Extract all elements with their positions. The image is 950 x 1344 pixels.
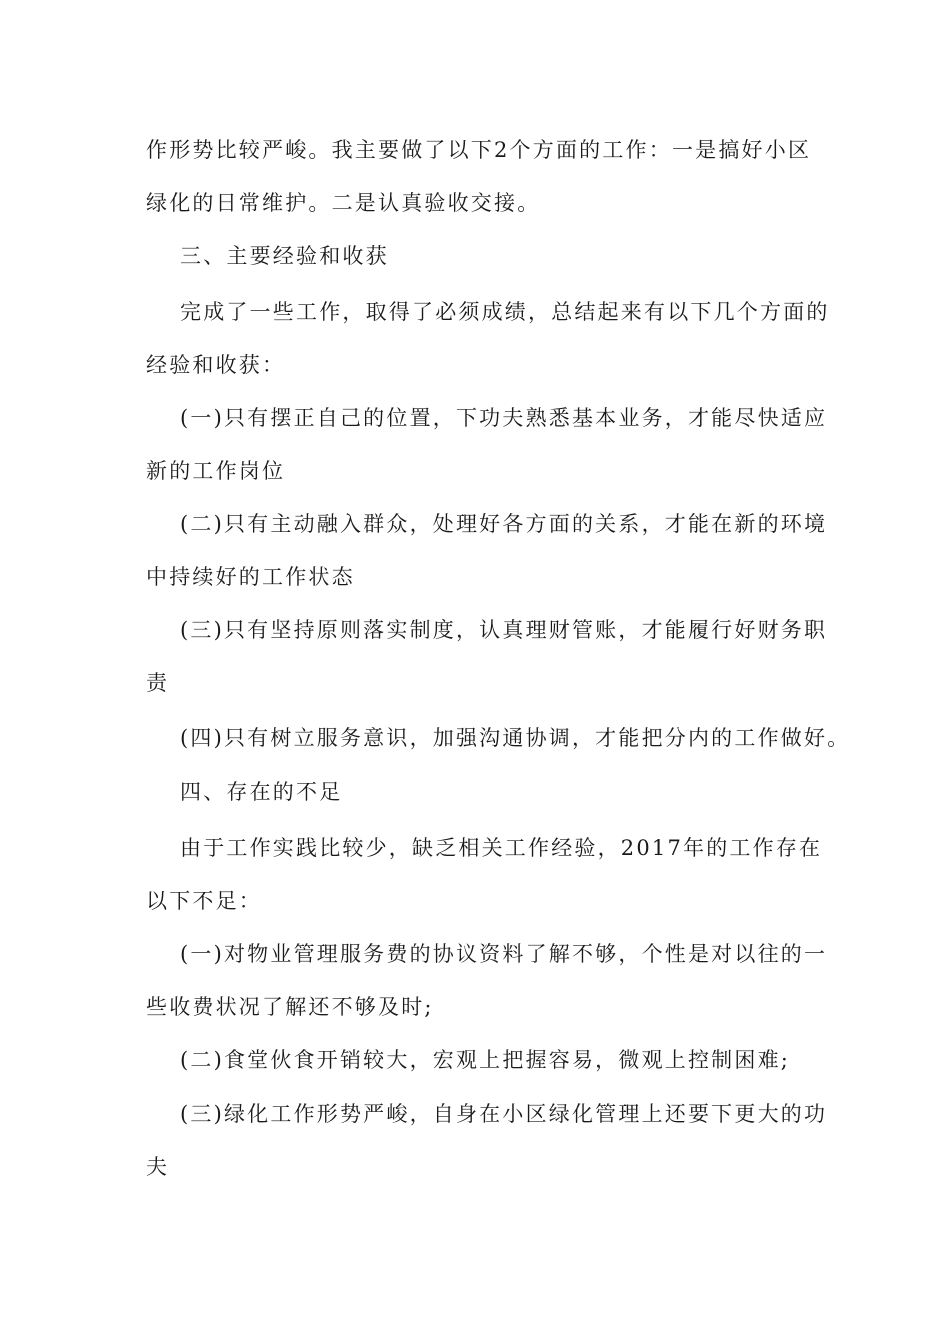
text-line: 夫 — [146, 1155, 170, 1179]
text-line: 经验和收获： — [146, 353, 286, 377]
list-item-gap-1 — [146, 928, 826, 1034]
list-item-gap-2 — [146, 1034, 826, 1087]
section-heading-3 — [146, 230, 826, 283]
text-line: 以下不足： — [146, 889, 262, 913]
text-line: 由于工作实践比较少，缺乏相关工作经验，2017年的工作存在 — [180, 836, 823, 860]
list-item-experience-3 — [146, 604, 826, 710]
section-heading-4 — [146, 766, 826, 819]
paragraph-continuation — [146, 124, 826, 230]
text-line: 绿化的日常维护。二是认真验收交接。 — [146, 191, 541, 215]
text-line: 些收费状况了解还不够及时; — [146, 995, 434, 1019]
text-line: 中持续好的工作状态 — [146, 565, 355, 589]
text-line: (二)食堂伙食开销较大，宏观上把握容易，微观上控制困难; — [180, 1048, 791, 1072]
heading-text: 四、存在的不足 — [180, 780, 343, 804]
text-line: (三)绿化工作形势严峻，自身在小区绿化管理上还要下更大的功 — [180, 1102, 828, 1126]
text-line: 完成了一些工作，取得了必须成绩，总结起来有以下几个方面的 — [180, 300, 830, 324]
list-item-experience-2 — [146, 498, 826, 604]
heading-text: 三、主要经验和收获 — [180, 244, 389, 268]
list-item-experience-4 — [146, 712, 851, 765]
paragraph-summary — [146, 286, 830, 392]
text-line: (一)对物业管理服务费的协议资料了解不够，个性是对以往的一 — [180, 942, 828, 966]
text-line: (二)只有主动融入群众，处理好各方面的关系，才能在新的环境 — [180, 512, 828, 536]
text-line: 责 — [146, 671, 170, 695]
text-line: (三)只有坚持原则落实制度，认真理财管账，才能履行好财务职 — [180, 618, 828, 642]
text-line: (一)只有摆正自己的位置，下功夫熟悉基本业务，才能尽快适应 — [180, 406, 828, 430]
text-line: 新的工作岗位 — [146, 459, 286, 483]
list-item-gap-3 — [146, 1088, 826, 1194]
list-item-experience-1 — [146, 392, 826, 498]
paragraph-shortcomings — [146, 822, 826, 928]
text-line: (四)只有树立服务意识，加强沟通协调，才能把分内的工作做好。 — [180, 726, 851, 750]
text-line: 作形势比较严峻。我主要做了以下2个方面的工作：一是搞好小区 — [146, 138, 812, 162]
